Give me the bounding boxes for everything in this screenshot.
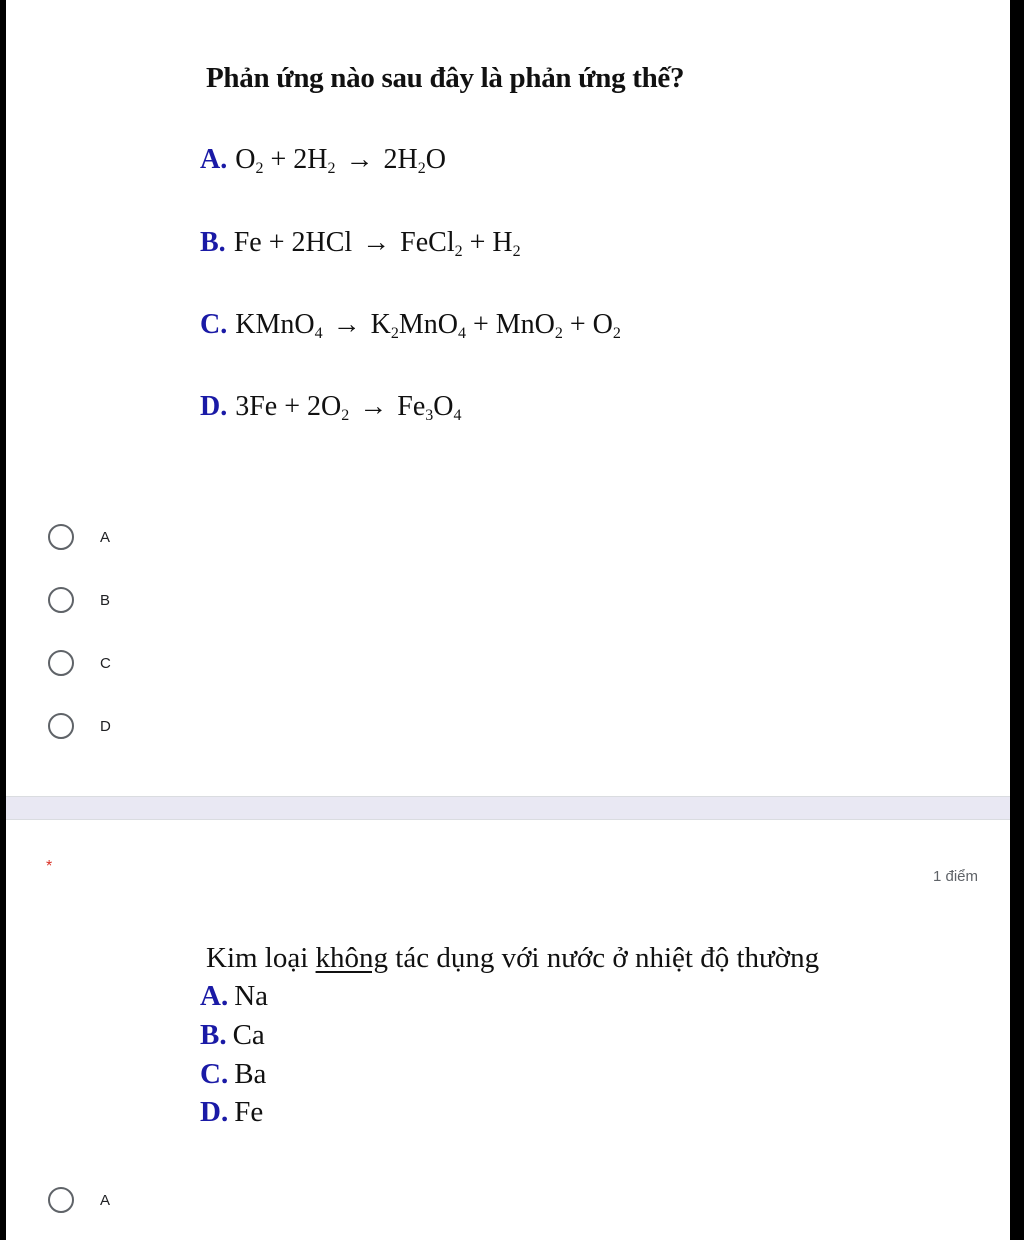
radio-button[interactable] [48, 587, 74, 613]
choice-d[interactable] [48, 709, 111, 743]
option-label: B. [200, 227, 226, 258]
option-a [200, 980, 268, 1013]
radio-button[interactable] [48, 524, 74, 550]
option-label: A. [200, 980, 229, 1012]
option-label: A. [200, 144, 228, 175]
option-d [200, 391, 461, 425]
equation: KMnO$_4$ → $K_2MnO_4 + MnO_2 + O_2$ [235, 309, 621, 342]
equation: $3Fe + 2O_2 \to Fe_3O_4$ [235, 391, 462, 424]
question-image-2 [6, 920, 1010, 1150]
option-text: Ca [232, 1019, 265, 1051]
radio-button[interactable] [48, 650, 74, 676]
option-label: C. [200, 309, 228, 340]
option-c [200, 1058, 266, 1091]
question-card-2 [6, 820, 1010, 1240]
question-card-1 [6, 0, 1010, 796]
points-label: 1 điểm [932, 868, 978, 885]
required-mark: * [46, 858, 53, 875]
option-b [200, 227, 521, 261]
option-d [200, 1096, 263, 1129]
choice-a[interactable] [48, 520, 110, 554]
stem-text: Kim loại [206, 942, 316, 974]
option-c [200, 309, 621, 343]
option-b [200, 1019, 265, 1052]
stem-emphasis: không [315, 942, 389, 974]
option-label: D. [200, 1096, 229, 1128]
card-separator [6, 796, 1010, 820]
choice-label: D [100, 717, 111, 735]
radio-button[interactable] [48, 713, 74, 739]
equation: Fe + 2HCl → FeCl$_2$ + $H_2$ [233, 227, 521, 260]
equation: $O_2 + 2H_2 \to 2H_2O$ [235, 144, 446, 177]
choice-label: A [100, 1191, 111, 1209]
question-stem [206, 942, 819, 975]
choice-label: A [100, 528, 111, 546]
radio-button[interactable] [48, 1187, 74, 1213]
option-text: Ba [234, 1058, 267, 1090]
choice-label: C [100, 654, 111, 672]
choice-label: B [100, 591, 111, 609]
option-text: Fe [234, 1096, 264, 1128]
option-text: Na [234, 980, 269, 1012]
option-label: B. [200, 1019, 227, 1051]
choice-a[interactable] [48, 1183, 110, 1217]
choice-b[interactable] [48, 583, 110, 617]
choice-c[interactable] [48, 646, 111, 680]
option-a [200, 144, 446, 178]
option-label: C. [200, 1058, 229, 1090]
question-stem: Phản ứng nào sau đây là phản ứng thế? [206, 62, 685, 94]
question-image-1 [6, 0, 1010, 470]
option-label: D. [200, 391, 228, 422]
stem-text: tác dụng với nước ở nhiệt độ thường [388, 942, 820, 974]
